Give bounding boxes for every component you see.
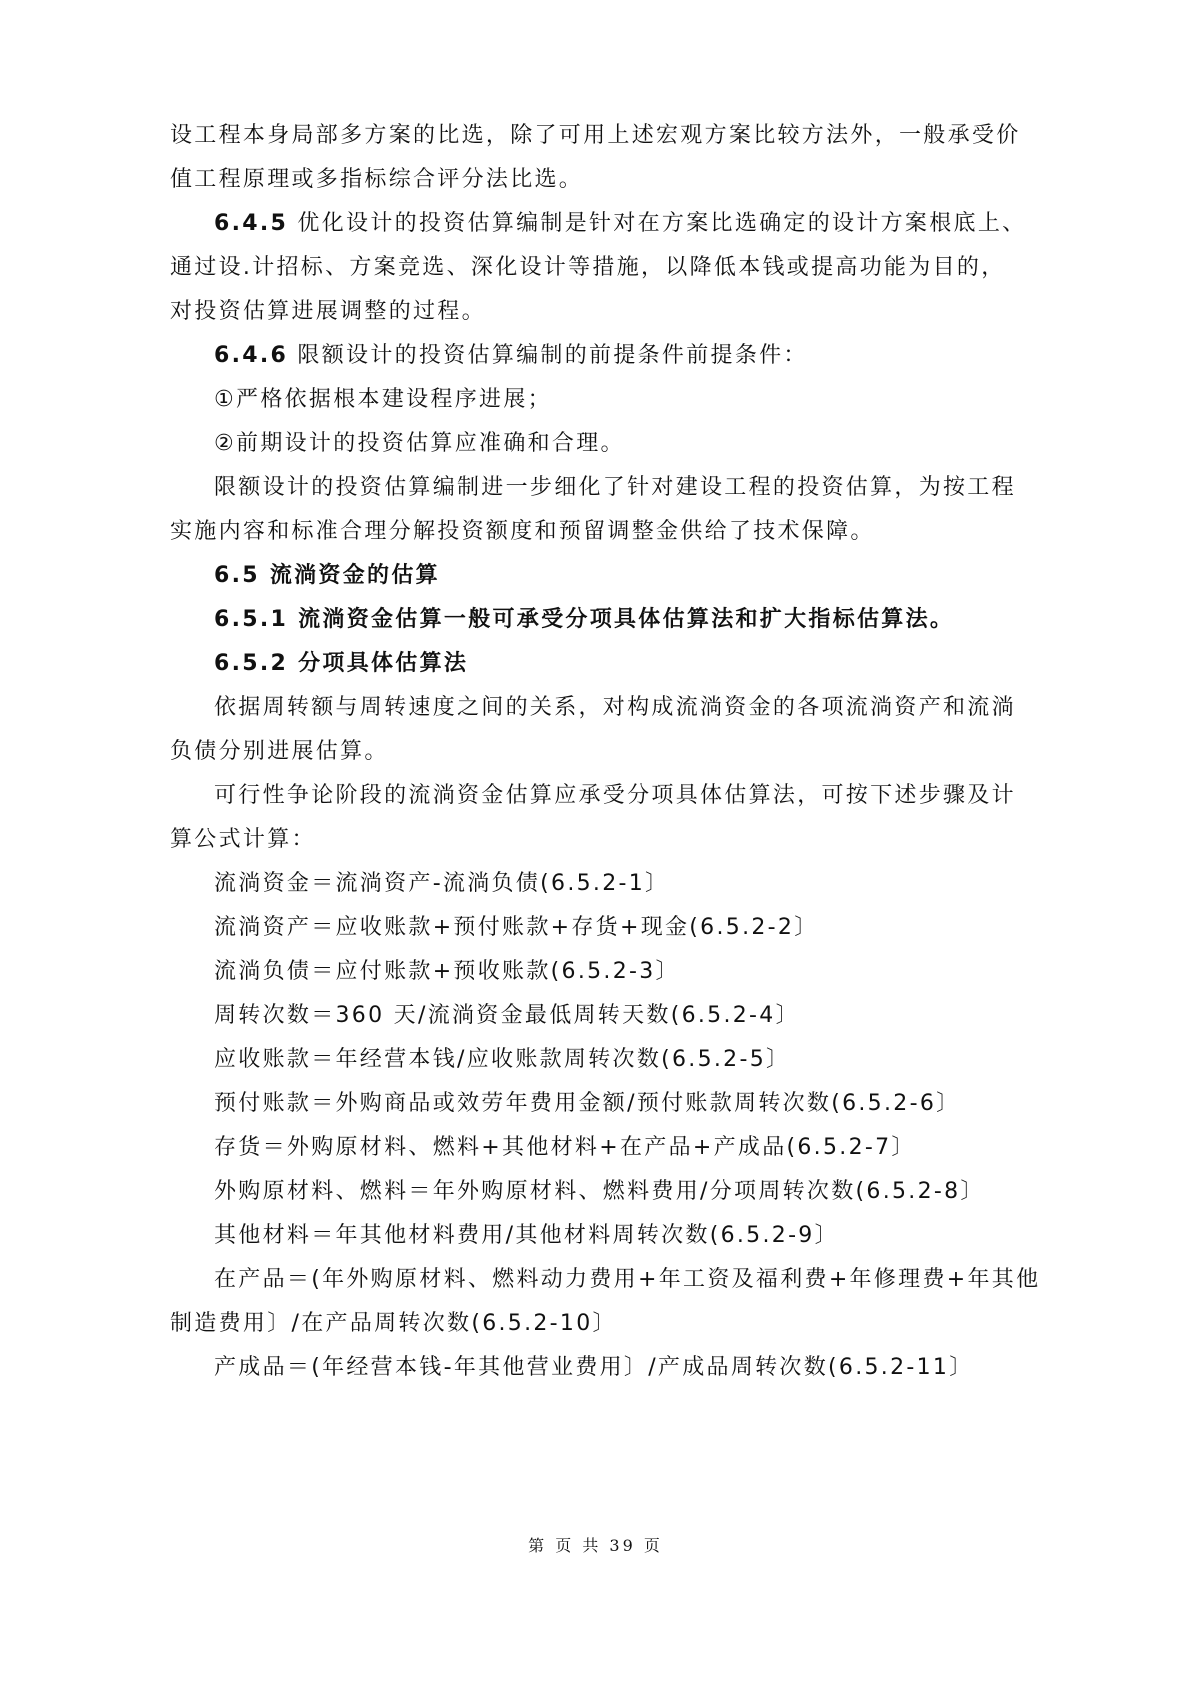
paragraph-line: 算公式计算：	[170, 827, 316, 852]
section-heading-6-5-2: 6.5.2 分项具体估算法	[214, 651, 469, 676]
paragraph-line: 值工程原理或多指标综合评分法比选。	[170, 167, 584, 192]
formula-line: 预付账款＝外购商品或效劳年费用金额/预付账款周转次数(6.5.2-6〕	[214, 1091, 961, 1116]
paragraph-line: 可行性争论阶段的流淌资金估算应承受分项具体估算法，可按下述步骤及计	[214, 783, 1016, 808]
section-heading-6-5-1: 6.5.1 流淌资金估算一般可承受分项具体估算法和扩大指标估算法。	[214, 607, 955, 632]
section-number: 6.4.5	[214, 211, 289, 236]
formula-line: 在产品＝(年外购原材料、燃料动力费用+年工资及福利费+年修理费+年其他	[214, 1267, 1041, 1292]
formula-line: 产成品＝(年经营本钱-年其他营业费用〕/产成品周转次数(6.5.2-11〕	[214, 1355, 974, 1380]
paragraph-line: 设工程本身局部多方案的比选，除了可用上述宏观方案比较方法外，一般承受价	[170, 123, 1021, 148]
section-text: 优化设计的投资估算编制是针对在方案比选确定的设计方案根底上、	[288, 211, 1027, 236]
formula-line: 流淌资金＝流淌资产-流淌负债(6.5.2-1〕	[214, 871, 670, 896]
page-footer: 第 页 共 39 页	[528, 1536, 663, 1555]
list-item: ①严格依据根本建设程序进展；	[214, 387, 552, 412]
section-6-4-6-line	[214, 341, 808, 371]
paragraph-line: 对投资估算进展调整的过程。	[170, 299, 486, 324]
paragraph-line: 依据周转额与周转速度之间的关系，对构成流淌资金的各项流淌资产和流淌	[214, 695, 1016, 720]
paragraph-line: 通过设.计招标、方案竞选、深化设计等措施，以降低本钱或提高功能为目的，	[170, 255, 1006, 280]
paragraph-line: 限额设计的投资估算编制进一步细化了针对建设工程的投资估算，为按工程	[214, 475, 1016, 500]
formula-line: 周转次数＝360 天/流淌资金最低周转天数(6.5.2-4〕	[214, 1003, 800, 1028]
list-item: ②前期设计的投资估算应准确和合理。	[214, 431, 625, 456]
section-heading-6-5: 6.5 流淌资金的估算	[214, 563, 440, 588]
section-text: 限额设计的投资估算编制的前提条件前提条件：	[288, 343, 808, 368]
paragraph-line: 负债分别进展估算。	[170, 739, 389, 764]
formula-line: 外购原材料、燃料＝年外购原材料、燃料费用/分项周转次数(6.5.2-8〕	[214, 1179, 985, 1204]
formula-line: 其他材料＝年其他材料费用/其他材料周转次数(6.5.2-9〕	[214, 1223, 839, 1248]
formula-line: 流淌负债＝应付账款+预收账款(6.5.2-3〕	[214, 959, 680, 984]
formula-line: 应收账款＝年经营本钱/应收账款周转次数(6.5.2-5〕	[214, 1047, 791, 1072]
section-number: 6.4.6	[214, 343, 289, 368]
paragraph-line: 实施内容和标准合理分解投资额度和预留调整金供给了技术保障。	[170, 519, 875, 544]
section-6-4-5-line	[214, 209, 1026, 239]
formula-line: 流淌资产＝应收账款+预付账款+存货+现金(6.5.2-2〕	[214, 915, 819, 940]
formula-line: 制造费用〕/在产品周转次数(6.5.2-10〕	[170, 1311, 617, 1336]
formula-line: 存货＝外购原材料、燃料+其他材料+在产品+产成品(6.5.2-7〕	[214, 1135, 916, 1160]
